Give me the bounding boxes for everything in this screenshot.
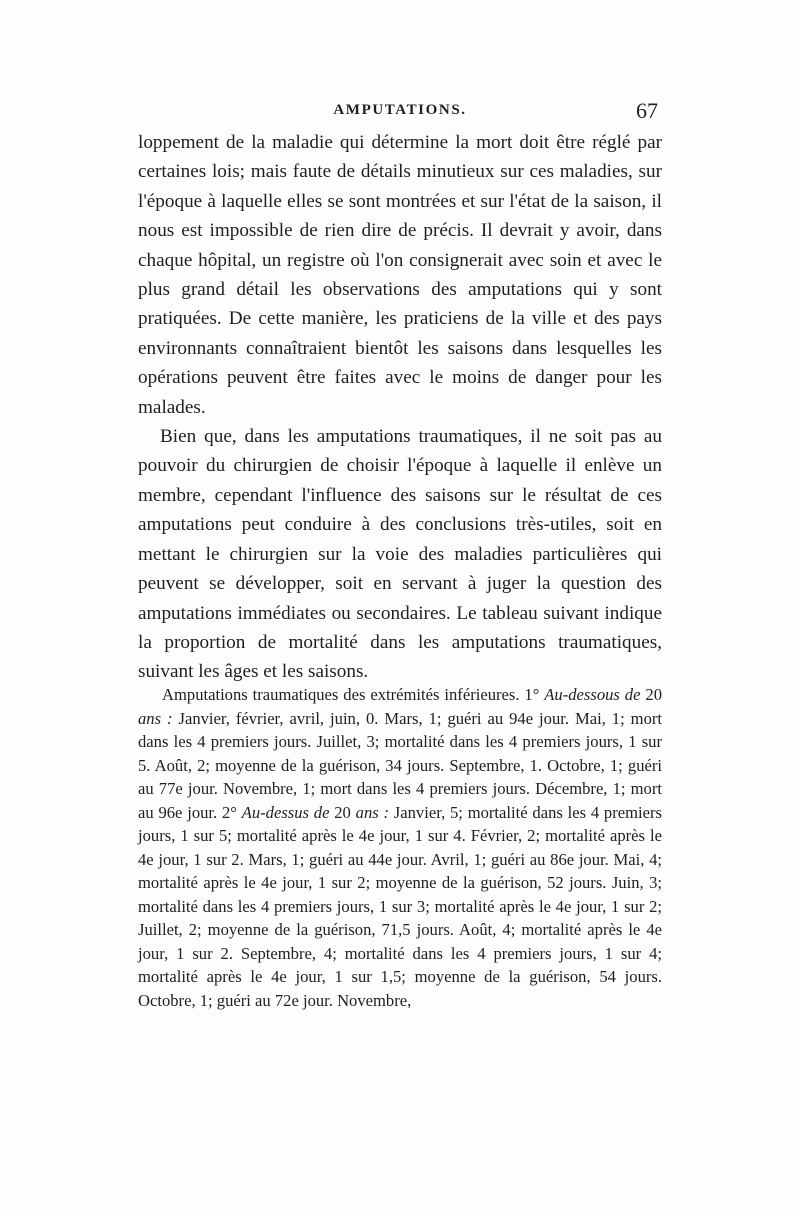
running-title: AMPUTATIONS.: [333, 102, 467, 118]
note-age-over-20: 20: [329, 802, 356, 822]
running-head: [138, 98, 662, 124]
note-paragraph: [138, 683, 662, 1012]
main-text: [138, 128, 662, 687]
note-heading-over-20-end: ans :: [355, 802, 390, 822]
note-intro: Amputations traumatiques des extrémités inférieures. 1°: [162, 685, 545, 704]
paragraph-continuation: loppement de la maladie qui détermine la mort doit être réglé par certaines lois; mais faute de détails minutieux sur ces maladies, sur l'époque à laquelle elles se sont montrées et sur l'état de la saison, il nous est impossible de rien dire de précis. Il devrait y avoir, dans chaque hôpital, un registre où l'on consignerait avec soin et avec le plus grand détail les observations des amputations qui y sont pratiquées. De cette manière, les praticiens de la ville et des pays environnants connaîtraient bientôt les saisons dans lesquelles les opérations peuvent être faites avec le moins de danger pour les malades.: [138, 132, 662, 418]
statistics-note: [138, 683, 662, 1012]
note-heading-under-20-end: ans :: [138, 708, 173, 728]
page-number: 67: [636, 98, 658, 123]
note-heading-under-20: Au-dessous de: [544, 685, 641, 704]
note-text-under-20: Janvier, février, avril, juin, 0. Mars, 1; guéri au 94e jour. Mai, 1; mort dans les 4 premiers jours. Juillet, 3; mortalité dans les 4 premiers jours, 1 sur 5. Août, 2; moyenne de la guérison, 34 jours. Septembre, 1. Octobre, 1; guéri au 77e jour. Novembre, 1; mort dans les 4 premiers jours. Décembre, 1; mort au 96e jour. 2°: [138, 708, 662, 822]
note-heading-over-20: Au-dessus de: [241, 802, 330, 822]
note-age-under-20: 20: [640, 685, 662, 704]
paragraph-traumatic-amputations: Bien que, dans les amputations traumatiques, il ne soit pas au pouvoir du chirurgien de choisir l'époque à laquelle il enlève un membre, cependant l'influence des saisons sur le résultat de ces amputations peut conduire à des conclusions très-utiles, soit en mettant le chirurgien sur la voie des maladies particulières qui peuvent se développer, soit en servant à juger la question des amputations immédiates ou secondaires. Le tableau suivant indique la proportion de mortalité dans les amputations traumatiques, suivant les âges et les saisons.: [138, 426, 662, 683]
note-text-over-20: Janvier, 5; mortalité dans les 4 premiers jours, 1 sur 5; mortalité après le 4e jour, 1 sur 4. Février, 2; mortalité après le 4e jour, 1 sur 2. Mars, 1; guéri au 44e jour. Avril, 1; guéri au 86e jour. Mai, 4; mortalité après le 4e jour, 1 sur 2; moyenne de la guérison, 52 jours. Juin, 3; mortalité dans les 4 premiers jours, 1 sur 3; mortalité après le 4e jour, 1 sur 2; Juillet, 2; moyenne de la guérison, 71,5 jours. Août, 4; mortalité après le 4e jour, 1 sur 2. Septembre, 4; mortalité dans les 4 premiers jours, 1 sur 4; mortalité après le 4e jour, 1 sur 1,5; moyenne de la guérison, 54 jours. Octobre, 1; guéri au 72e jour. Novembre,: [138, 802, 662, 1010]
